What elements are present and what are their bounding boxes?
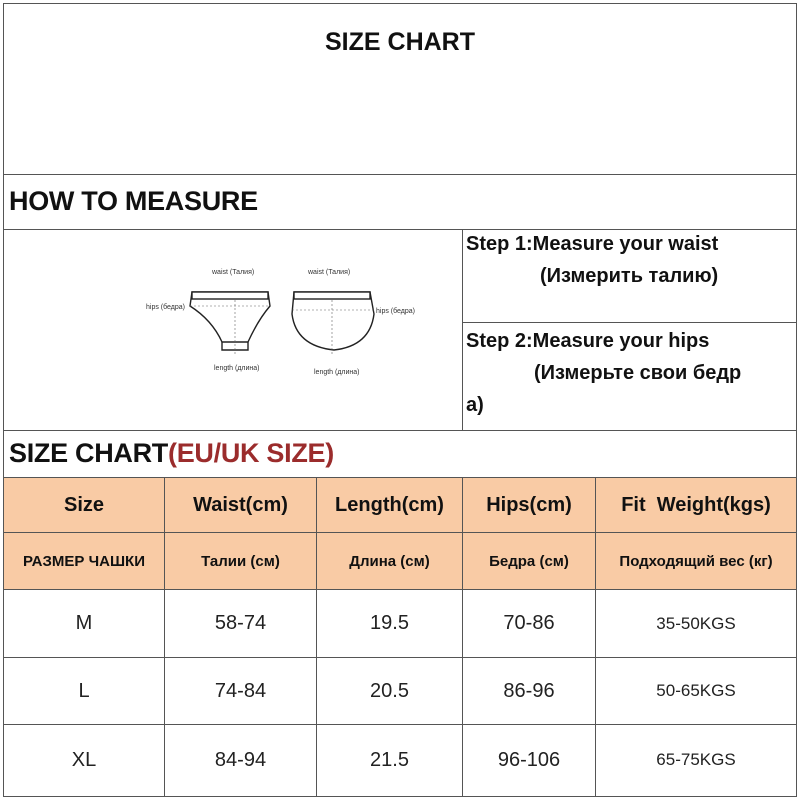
step-1-text: Step 1:Measure your waist [466,233,719,255]
length-label: length (длина) [314,369,360,376]
header-hips-ru: Бедра (см) [463,533,595,589]
waist-label: waist (Талия) [308,269,351,276]
waist-label: waist (Талия) [212,269,255,276]
size-chart-heading [9,438,334,469]
table-cell-hips: 86-96 [503,679,555,702]
header-weight-ru: Подходящий вес (кг) [596,533,796,589]
table-cell-weight: 50-65KGS [656,681,736,700]
divider [3,174,797,175]
table-cell-waist: 84-94 [214,748,267,771]
size-chart-heading-main: SIZE CHART [9,438,169,468]
header-weight: Fit Weight(kgs) [596,478,796,532]
step-1-translation: (Измерить талию) [540,265,719,287]
step-2-text: Step 2:Measure your hips [466,330,710,352]
measure-diagram [130,262,430,382]
how-to-measure-heading: HOW TO MEASURE [9,186,258,216]
table-cell-length: 19.5 [370,612,409,634]
page-title: SIZE CHART [325,28,475,56]
table-cell-hips: 96-106 [497,748,561,771]
header-length: Length(cm) [317,478,462,532]
table-cell-weight: 65-75KGS [656,750,736,769]
table-cell-size: L [78,679,90,702]
step-2-translation-cont: а) [466,394,484,416]
divider [3,430,797,431]
table-cell-weight: 35-50KGS [656,613,736,633]
divider [462,322,797,323]
step-1 [466,228,791,292]
step-2-translation: (Измерьте свои бедр [534,362,742,384]
length-label: length (длина) [214,365,260,372]
header-size-ru: РАЗМЕР ЧАШКИ [4,533,164,589]
table-cell-length: 21.5 [370,748,409,771]
table-cell-length: 20.5 [370,679,409,702]
divider [462,229,463,430]
table-cell-size: M [75,612,93,634]
hips-label: hips (бедра) [376,308,415,315]
header-length-ru: Длина (см) [317,533,462,589]
table-cell-waist: 74-84 [214,679,267,702]
header-waist: Waist(cm) [165,478,316,532]
table-cell-waist: 58-74 [214,612,267,634]
header-size: Size [4,478,164,532]
step-2 [466,325,791,421]
header-hips: Hips(cm) [463,478,595,532]
brief-back-icon [292,292,374,350]
header-waist-ru: Талии (см) [165,533,316,589]
table-cell-hips: 70-86 [503,612,555,634]
hips-label: hips (бедра) [146,304,185,311]
size-chart-heading-accent: (EU/UK SIZE) [168,438,334,468]
table-cell-size: XL [71,748,97,771]
